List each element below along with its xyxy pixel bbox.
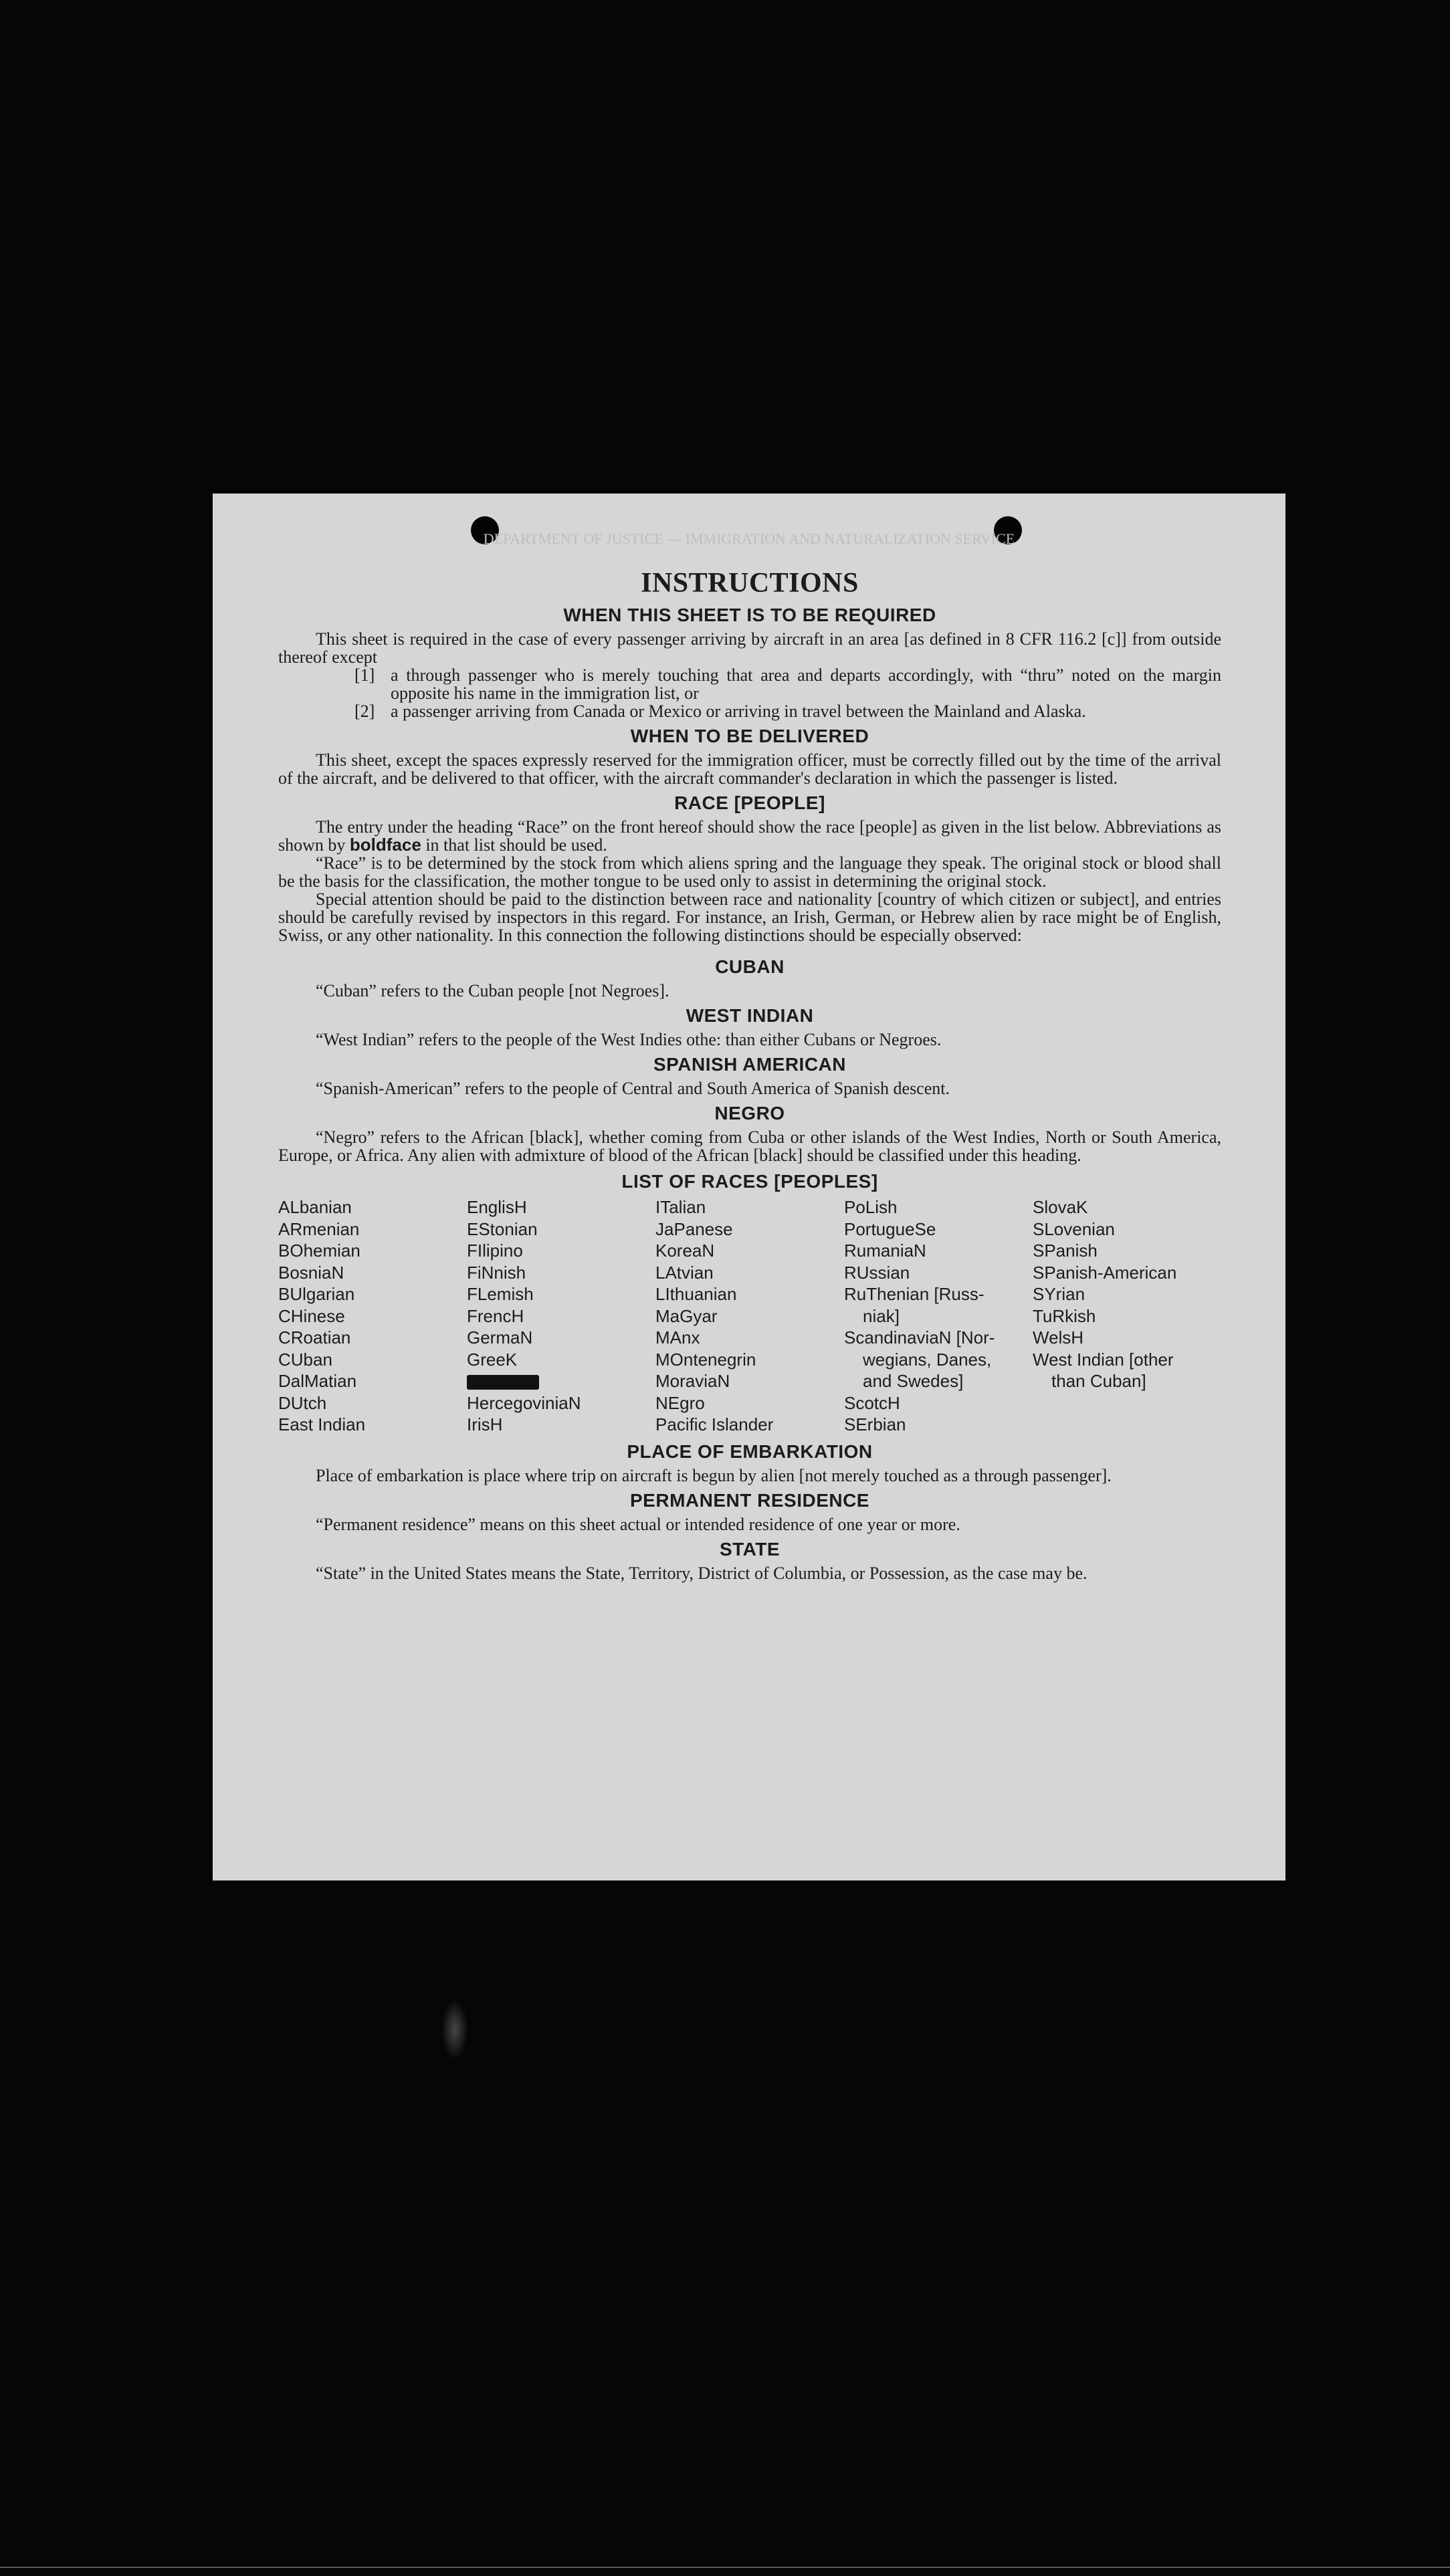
race-entry: HercegoviniaN (467, 1392, 581, 1413)
race-entry: SLovenian (1033, 1218, 1115, 1239)
heading-when-delivered: WHEN TO BE DELIVERED (630, 726, 869, 746)
race-entry-continued: wegians, Danes, (863, 1349, 992, 1370)
race-entry: PortugueSe (844, 1218, 936, 1239)
race-entry: MaGyar (655, 1305, 718, 1326)
exception-number: [1] (354, 665, 375, 685)
race-entry: SYrian (1033, 1284, 1085, 1304)
race-entry: CHinese (278, 1305, 345, 1326)
race-entry: SPanish (1033, 1241, 1098, 1261)
bleed-through-text: DEPARTMENT OF JUSTICE — IMMIGRATION AND NATURALIZATION SERVICE (483, 530, 1015, 547)
race-entry: EnglisH (467, 1197, 527, 1217)
races-column-5 (1033, 1196, 1221, 1436)
races-table (278, 1196, 1221, 1436)
race-entry: CUban (278, 1349, 332, 1370)
race-entry: SlovaK (1033, 1197, 1088, 1217)
exception-item (354, 666, 1221, 702)
race-entry-continued: and Swedes] (863, 1371, 964, 1391)
races-column-2 (467, 1196, 655, 1436)
race-entry: SErbian (844, 1414, 906, 1434)
race-entry: NEgro (655, 1392, 705, 1413)
when-delivered-text: This sheet, except the spaces expressly reserved for the immigration officer, must be correctly filled out by the time of the arrival of the aircraft, and be delivered to that officer, with the aircraft commander's declaration in which the passenger is listed. (278, 750, 1221, 788)
race-entry: PoLish (844, 1197, 898, 1217)
race-entry: GreeK (467, 1349, 518, 1370)
race-entry: TuRkish (1033, 1305, 1096, 1326)
exception-list (354, 666, 1221, 720)
race-entry: MOntenegrin (655, 1349, 756, 1370)
race-p1-text-end: in that list should be used. (421, 835, 607, 855)
race-entry: ITalian (655, 1197, 706, 1217)
instructions-content (278, 567, 1221, 1582)
race-entry-continued: than Cuban] (1051, 1371, 1146, 1391)
race-paragraph-2: “Race” is to be determined by the stock from which aliens spring and the language they speak. The original stock or blood shall be the basis for the classification, the mother tongue to be used only to assist in determining the original stock. (278, 853, 1221, 891)
heading-races-list: LIST OF RACES [PEOPLES] (621, 1171, 878, 1192)
race-entry: ALbanian (278, 1197, 352, 1217)
heading-embarkation: PLACE OF EMBARKATION (627, 1440, 873, 1462)
exception-text: a passenger arriving from Canada or Mexico or arriving in travel between the Mainland and Alaska. (391, 702, 1086, 721)
heading-west-indian: WEST INDIAN (686, 1005, 814, 1026)
race-entry: FiNnish (467, 1262, 526, 1283)
race-entry: RuThenian [Russ- (844, 1284, 985, 1304)
west-indian-text: “West Indian” refers to the people of the West Indies othe: than either Cubans or Negroes. (316, 1030, 942, 1049)
exception-item (354, 702, 1221, 720)
when-required-intro: This sheet is required in the case of every passenger arriving by aircraft in an area [as defined in 8 CFR 116.2 [c]] from outside thereof except (278, 629, 1221, 667)
race-p1-text: The entry under the heading “Race” on the front hereof should show the race [people] as given in the list below. Abbreviations as shown by (278, 817, 1221, 855)
race-entry: East Indian (278, 1414, 366, 1434)
race-entry: WelsH (1033, 1327, 1084, 1348)
scan-edge-line (0, 2567, 1450, 2568)
race-entry: RUssian (844, 1262, 910, 1283)
race-entry: MAnx (655, 1327, 700, 1348)
race-entry: LAtvian (655, 1262, 714, 1283)
race-entry: IrisH (467, 1414, 503, 1434)
race-entry-redacted (467, 1370, 655, 1392)
state-text: “State” in the United States means the State, Territory, District of Columbia, or Possession, as the case may be. (316, 1563, 1088, 1583)
heading-spanish-american: SPANISH AMERICAN (653, 1054, 846, 1075)
race-entry: LIthuanian (655, 1284, 737, 1304)
race-entry: DUtch (278, 1392, 327, 1413)
race-entry: RumaniaN (844, 1241, 926, 1261)
race-entry: GermaN (467, 1327, 533, 1348)
heading-state: STATE (719, 1538, 781, 1560)
race-entry: MoraviaN (655, 1371, 730, 1391)
race-entry: JaPanese (655, 1218, 733, 1239)
race-paragraph-1 (278, 818, 1221, 854)
race-entry: BosniaN (278, 1262, 344, 1283)
heading-race: RACE [PEOPLE] (674, 792, 825, 813)
race-entry: FrencH (467, 1305, 524, 1326)
races-column-4 (844, 1196, 1033, 1436)
race-entry: West Indian [other (1033, 1349, 1174, 1370)
races-column-3 (655, 1196, 844, 1436)
race-entry: Pacific Islander (655, 1414, 774, 1434)
residence-text: “Permanent residence” means on this sheet actual or intended residence of one year or more. (316, 1514, 960, 1534)
race-entry: FLemish (467, 1284, 534, 1304)
race-entry: KoreaN (655, 1241, 715, 1261)
heading-when-required: WHEN THIS SHEET IS TO BE REQUIRED (563, 605, 936, 625)
spanish-american-text: “Spanish-American” refers to the people of Central and South America of Spanish descent. (316, 1079, 950, 1098)
embarkation-text: Place of embarkation is place where trip on aircraft is begun by alien [not merely touched as a through passenger]. (316, 1465, 1112, 1485)
cuban-text: “Cuban” refers to the Cuban people [not Negroes]. (316, 981, 669, 1000)
race-entry: FIlipino (467, 1241, 523, 1261)
race-p1-boldface: boldface (349, 835, 421, 855)
race-paragraph-3: Special attention should be paid to the distinction between race and nationality [country of which citizen or subject], and entries should be carefully revised by inspectors in this regard. For instance, an Irish, German, or Hebrew alien by race might be of English, Swiss, or any other nationality. In this connection the following distinctions should be especially observed: (278, 889, 1221, 945)
race-entry: SPanish-American (1033, 1262, 1177, 1283)
exception-number: [2] (354, 702, 375, 721)
heading-permanent-residence: PERMANENT RESIDENCE (630, 1489, 869, 1511)
race-entry: BUlgarian (278, 1284, 355, 1304)
heading-cuban: CUBAN (715, 956, 785, 977)
race-entry-continued: niak] (863, 1305, 900, 1326)
race-entry: DalMatian (278, 1371, 357, 1391)
race-entry: ScotcH (844, 1392, 900, 1413)
heading-negro: NEGRO (714, 1103, 785, 1123)
races-column-1 (278, 1196, 467, 1436)
negro-text: “Negro” refers to the African [black], whether coming from Cuba or other islands of the West Indies, North or South America, Europe, or Africa. Any alien with admixture of blood of the African [black] should be classified under this heading. (278, 1128, 1221, 1165)
document-page (213, 494, 1285, 1881)
page-title: INSTRUCTIONS (641, 568, 859, 599)
race-entry: ScandinaviaN [Nor- (844, 1327, 995, 1348)
race-entry: ARmenian (278, 1218, 360, 1239)
redaction-mark (467, 1375, 539, 1390)
scan-artifact-glow (441, 2000, 468, 2060)
exception-text: a through passenger who is merely touching that area and departs accordingly, with “thru” noted on the margin opposite his name in the immigration list, or (391, 665, 1221, 703)
race-entry: CRoatian (278, 1327, 351, 1348)
race-entry: BOhemian (278, 1241, 360, 1261)
race-entry: EStonian (467, 1218, 538, 1239)
